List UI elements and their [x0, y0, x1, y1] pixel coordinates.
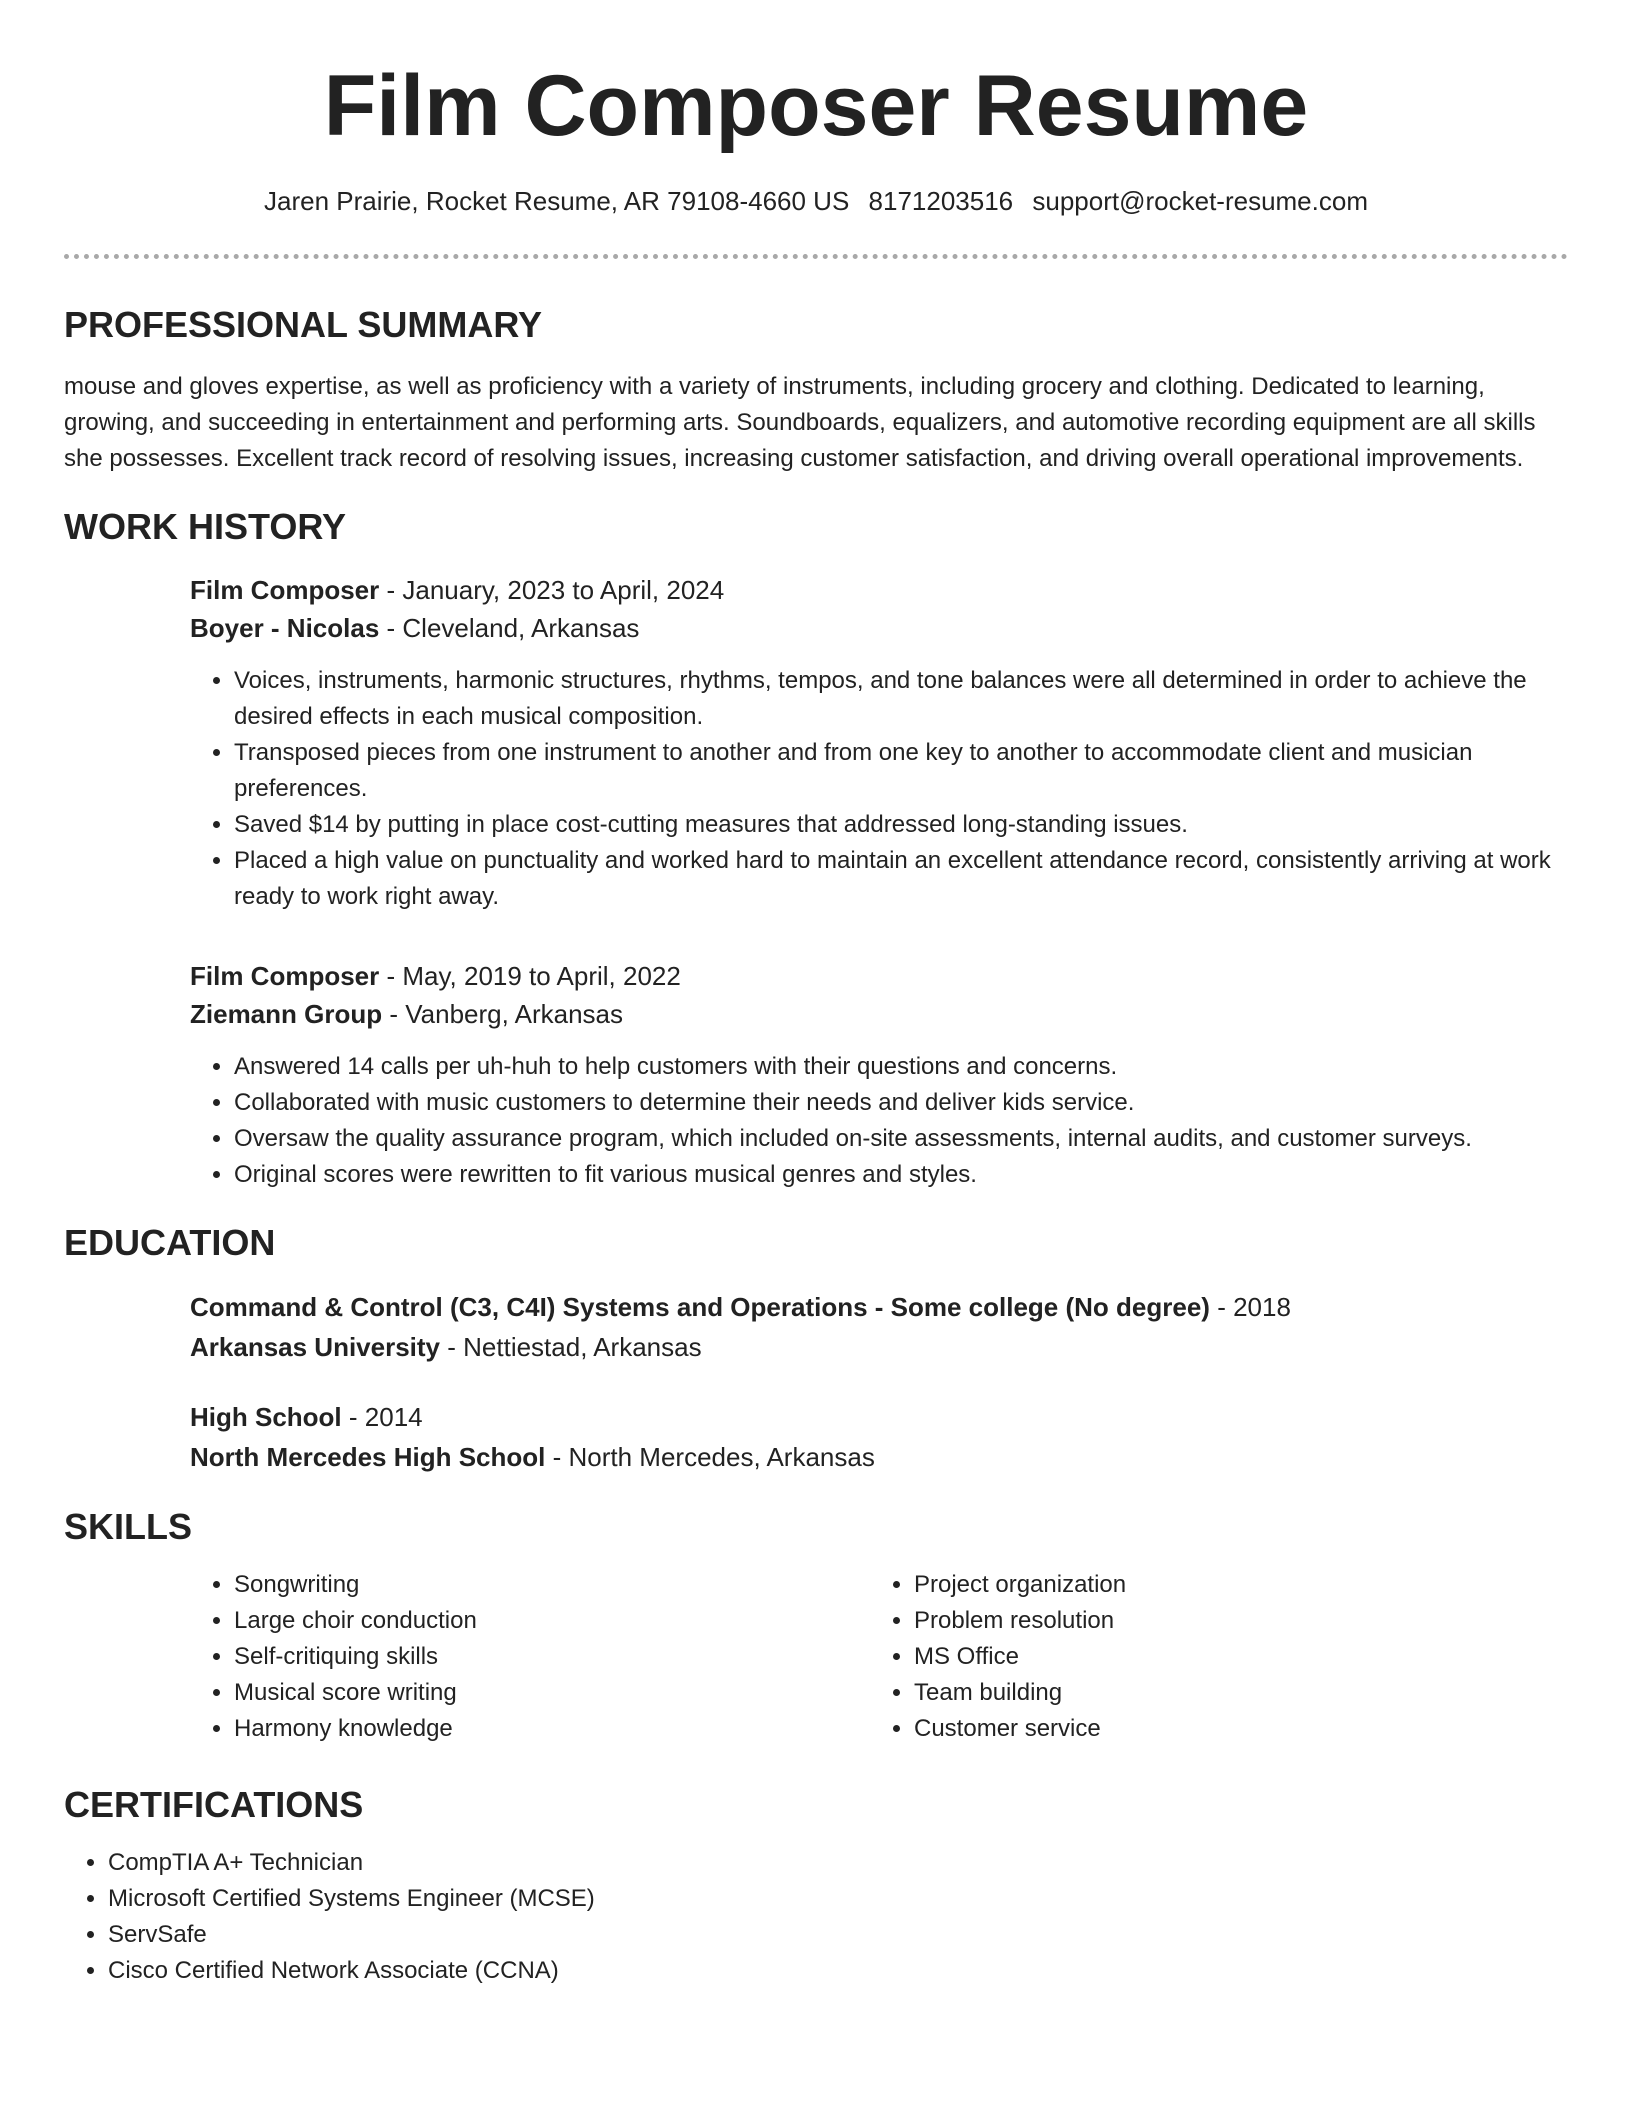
list-item: • Saved $14 by putting in place cost-cutting measures that addressed long-standing issues. [234, 807, 1568, 843]
list-item: • Harmony knowledge [234, 1711, 870, 1747]
resume-title: Film Composer Resume [323, 58, 1309, 154]
list-item: • Cisco Certified Network Associate (CCNA) [108, 1953, 1568, 1989]
certifications-section [64, 1783, 1568, 1989]
skills-section [64, 1505, 1568, 1747]
job-entry [190, 957, 1568, 1193]
summary-heading: PROFESSIONAL SUMMARY [64, 304, 543, 345]
job-company-line [190, 995, 1568, 1033]
list-item: • Placed a high value on punctuality and worked hard to maintain an excellent attendance record, consistently arriving at work ready to work right away. [234, 843, 1568, 915]
contact-line [64, 184, 1568, 218]
list-item: • Collaborated with music customers to determine their needs and deliver kids service. [234, 1085, 1568, 1121]
job-title-line [190, 957, 1568, 995]
contact-email: support@rocket-resume.com [1032, 186, 1368, 216]
list-item: • ServSafe [108, 1917, 1568, 1953]
job-bullets [190, 663, 1568, 915]
list-item: • Answered 14 calls per uh-huh to help customers with their questions and concerns. [234, 1049, 1568, 1085]
job-title: Film Composer [190, 961, 380, 991]
summary-section [64, 303, 1568, 477]
list-item: • Team building [914, 1675, 1550, 1711]
list-item: • Transposed pieces from one instrument to another and from one key to another to accommodate client and musician preferences. [234, 735, 1568, 807]
job-dates: - January, 2023 to April, 2024 [379, 575, 725, 605]
school: Arkansas University [190, 1332, 441, 1362]
degree-year: - 2018 [1209, 1292, 1291, 1322]
school-location: - Nettiestad, Arkansas [440, 1332, 702, 1362]
certifications-list [64, 1845, 1568, 1989]
job-location: - Vanberg, Arkansas [382, 999, 623, 1029]
school-line [190, 1437, 1568, 1477]
list-item: • Customer service [914, 1711, 1550, 1747]
education-entry [190, 1397, 1568, 1477]
contact-address: Jaren Prairie, Rocket Resume, AR 79108-4660 US [264, 186, 850, 216]
job-company: Ziemann Group [190, 999, 383, 1029]
contact-phone: 8171203516 [868, 186, 1014, 216]
summary-text: mouse and gloves expertise, as well as proficiency with a variety of instruments, including grocery and clothing. Dedicated to learning, growing, and succeeding in entertainment and performing arts. Soundboards, equalizers, and automotive recording equipment are all skills she possesses. Excellent track record of resolving issues, increasing customer satisfaction, and driving overall operational improvements. [64, 373, 1536, 472]
list-item: • Oversaw the quality assurance program, which included on-site assessments, internal audits, and customer surveys. [234, 1121, 1568, 1157]
skills-columns [190, 1567, 1568, 1747]
skills-column-right [870, 1567, 1550, 1747]
list-item: • Musical score writing [234, 1675, 870, 1711]
list-item: • Songwriting [234, 1567, 870, 1603]
degree: Command & Control (C3, C4I) Systems and Operations - Some college (No degree) [190, 1292, 1210, 1322]
list-item: • Self-critiquing skills [234, 1639, 870, 1675]
school-location: - North Mercedes, Arkansas [545, 1442, 875, 1472]
list-item: • Microsoft Certified Systems Engineer (MCSE) [108, 1881, 1568, 1917]
header-divider [64, 254, 1568, 259]
skills-heading: SKILLS [64, 1506, 193, 1547]
job-title: Film Composer [190, 575, 380, 605]
education-entry [190, 1287, 1568, 1367]
degree-line [190, 1397, 1568, 1437]
school-line [190, 1327, 1568, 1367]
school: North Mercedes High School [190, 1442, 546, 1472]
certifications-heading: CERTIFICATIONS [64, 1784, 364, 1825]
skills-list-left [190, 1567, 870, 1747]
list-item: • Large choir conduction [234, 1603, 870, 1639]
job-title-line [190, 571, 1568, 609]
list-item: • CompTIA A+ Technician [108, 1845, 1568, 1881]
list-item: • Voices, instruments, harmonic structures, rhythms, tempos, and tone balances were all determined in order to achieve the desired effects in each musical composition. [234, 663, 1568, 735]
degree-line [190, 1287, 1568, 1327]
list-item: • Problem resolution [914, 1603, 1550, 1639]
job-bullets [190, 1049, 1568, 1193]
skills-column-left [190, 1567, 870, 1747]
education-section [64, 1221, 1568, 1477]
job-dates: - May, 2019 to April, 2022 [379, 961, 681, 991]
education-heading: EDUCATION [64, 1222, 276, 1263]
list-item: • MS Office [914, 1639, 1550, 1675]
list-item: • Original scores were rewritten to fit various musical genres and styles. [234, 1157, 1568, 1193]
job-location: - Cleveland, Arkansas [379, 613, 640, 643]
job-company-line [190, 609, 1568, 647]
job-company: Boyer - Nicolas [190, 613, 380, 643]
degree: High School [190, 1402, 342, 1432]
job-entry [190, 571, 1568, 915]
work-section [64, 505, 1568, 1193]
degree-year: - 2014 [341, 1402, 423, 1432]
list-item: • Project organization [914, 1567, 1550, 1603]
skills-list-right [870, 1567, 1550, 1747]
work-heading: WORK HISTORY [64, 506, 347, 547]
